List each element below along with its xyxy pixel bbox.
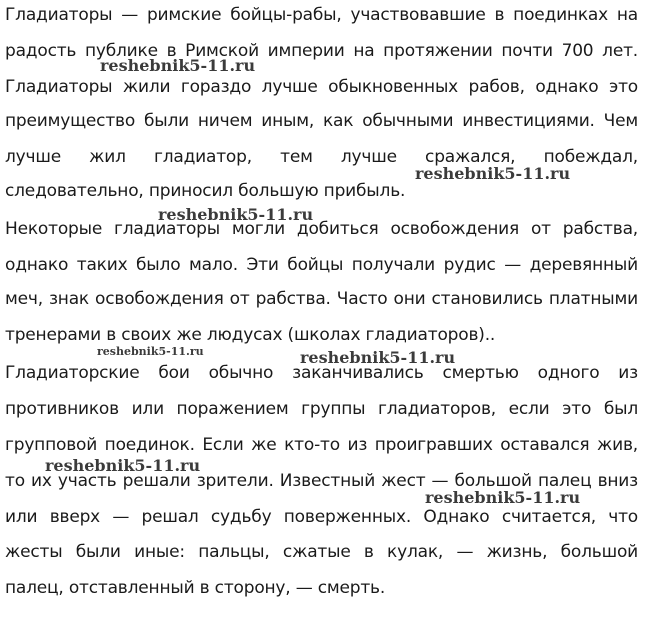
paragraph-1-line-2: радость публике в Римской империи на протяжении почти 700 лет. [5, 41, 638, 61]
paragraph-2-line-3: меч, знак освобождения от рабства. Часто они становились платными [5, 289, 638, 309]
paragraph-3-line-2: противников или поражением группы гладиаторов, если это был [5, 399, 638, 419]
paragraph-2-line-4: тренерами в своих же людусах (школах гладиаторов).. [5, 325, 496, 345]
paragraph-1-line-3: Гладиаторы жили гораздо лучше обыкновенных рабов, однако это [5, 77, 638, 97]
paragraph-3-line-4: то их участь решали зрители. Известный жест — большой палец вниз [5, 471, 638, 491]
paragraph-3-line-1: Гладиаторские бои обычно заканчивались смертью одного из [5, 363, 638, 383]
paragraph-1-line-6: следовательно, приносил большую прибыль. [5, 181, 406, 201]
paragraph-1-line-4: преимущество были ничем иным, как обычными инвестициями. Чем [5, 111, 638, 131]
paragraph-1-line-5: лучше жил гладиатор, тем лучше сражался, побеждал, [5, 147, 638, 167]
watermark-3: reshebnik5-11.ru [158, 205, 314, 224]
paragraph-3-line-6: жесты были иные: пальцы, сжатые в кулак, — жизнь, большой [5, 542, 638, 562]
paragraph-3-line-5: или вверх — решал судьбу поверженных. Однако считается, что [5, 507, 638, 527]
paragraph-2-line-2: однако таких было мало. Эти бойцы получали рудис — деревянный [5, 255, 638, 275]
paragraph-1-line-1: Гладиаторы — римские бойцы-рабы, участвовавшие в поединках на [5, 5, 638, 25]
watermark-7: reshebnik5-11.ru [425, 488, 581, 507]
watermark-6: reshebnik5-11.ru [45, 456, 201, 475]
watermark-5: reshebnik5-11.ru [300, 348, 456, 367]
watermark-1: reshebnik5-11.ru [100, 56, 256, 75]
paragraph-3-line-3: групповой поединок. Если же кто-то из проигравших оставался жив, [5, 435, 638, 455]
watermark-4: reshebnik5-11.ru [97, 345, 204, 358]
paragraph-3-line-7: палец, отставленный в сторону, — смерть. [5, 578, 386, 598]
paragraph-2-line-1: Некоторые гладиаторы могли добиться освобождения от рабства, [5, 219, 638, 239]
watermark-2: reshebnik5-11.ru [415, 164, 571, 183]
